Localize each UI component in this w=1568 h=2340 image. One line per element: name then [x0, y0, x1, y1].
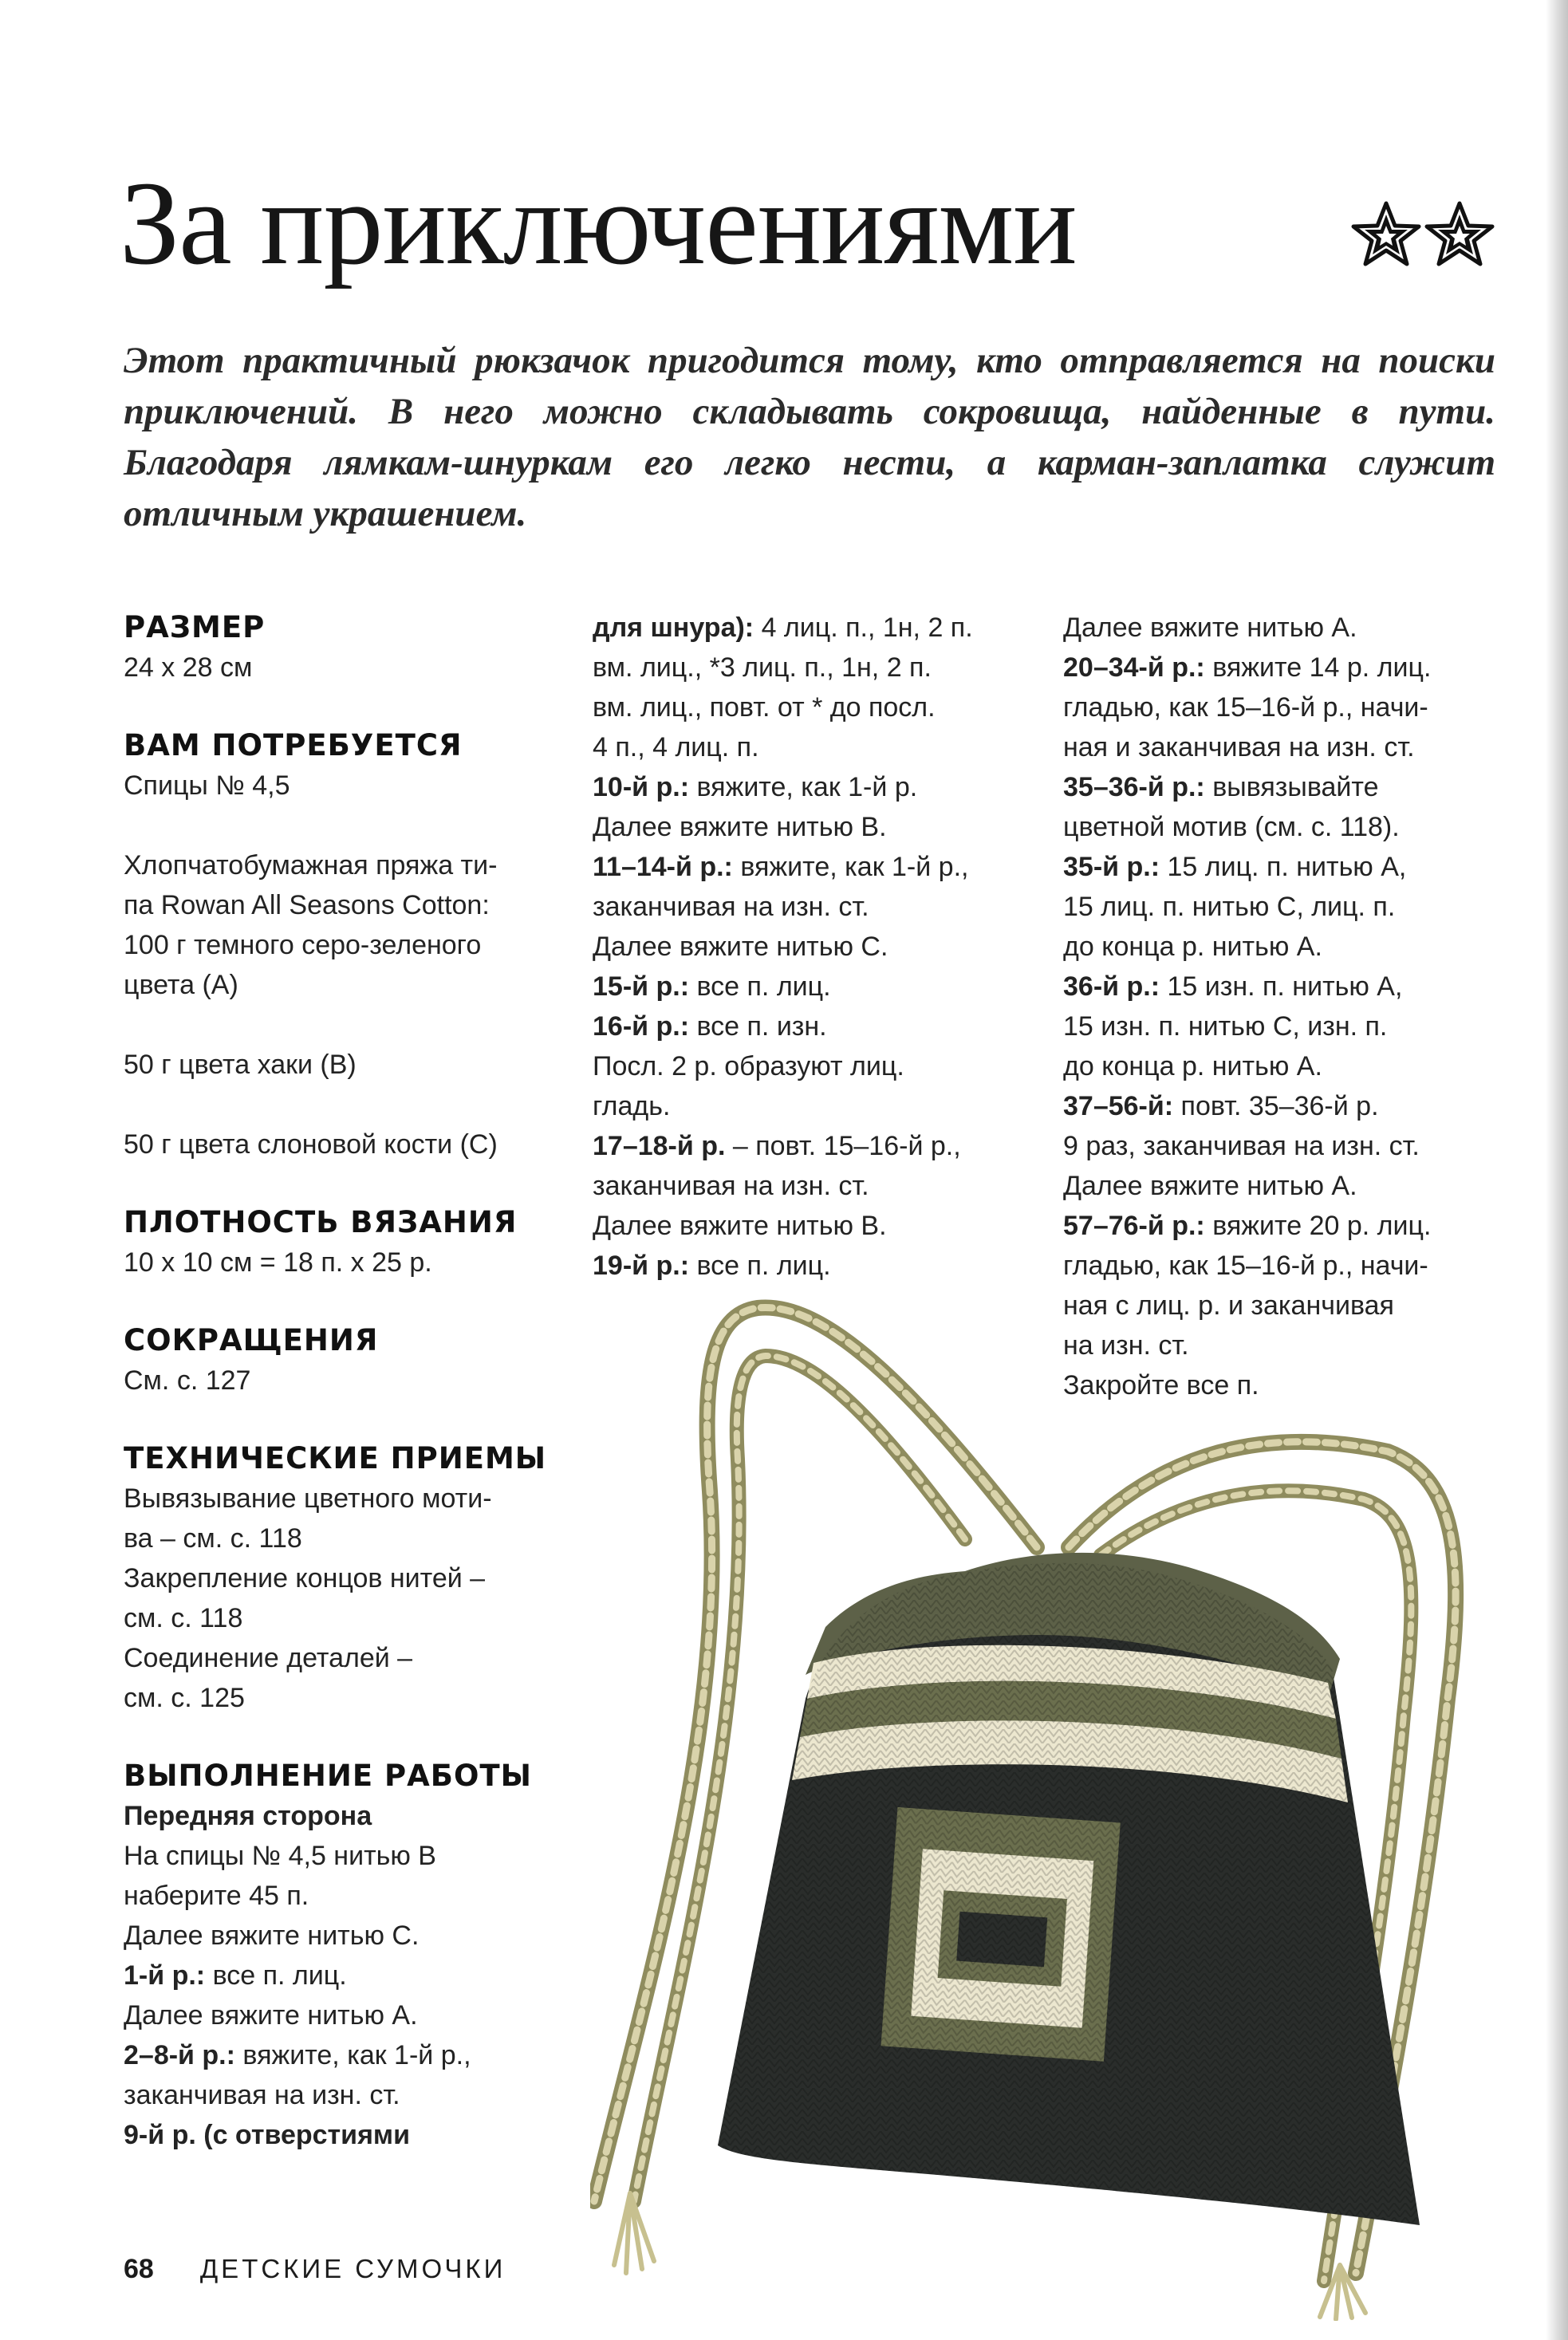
- gauge-section: [124, 1203, 570, 1282]
- instruction-text: цветной мотив (см. с. 118).: [1063, 812, 1400, 842]
- yarn-b-text: 50 г цвета хаки (B): [124, 1050, 357, 1080]
- row-label: 1-й р.:: [124, 1960, 206, 1991]
- instruction-line: [1063, 767, 1506, 807]
- instruction-text: 15 лиц. п. нитью A,: [1160, 852, 1407, 882]
- chapter-title: ДЕТСКИЕ СУМОЧКИ: [199, 2254, 506, 2283]
- instruction-text: Далее вяжите нитью A.: [124, 2000, 418, 2031]
- size-section: [124, 608, 570, 687]
- row-label: 37–56-й:: [1063, 1091, 1174, 1121]
- instruction-text: Далее вяжите нитью C.: [124, 1920, 420, 1951]
- instruction-line: [124, 2075, 570, 2115]
- instruction-line: [1063, 1166, 1506, 1206]
- instruction-text: Далее вяжите нитью C.: [593, 932, 888, 962]
- instruction-text: до конца р. нитью A.: [1063, 932, 1322, 962]
- instruction-text: до конца р. нитью A.: [1063, 1051, 1322, 1081]
- row-label: 19-й р.:: [593, 1251, 690, 1281]
- work-instructions: [124, 1836, 570, 2155]
- gauge-heading: ПЛОТНОСТЬ ВЯЗАНИЯ: [124, 1205, 518, 1239]
- instruction-text: повт. 35–36-й р.: [1173, 1091, 1379, 1121]
- instruction-line: [124, 1956, 570, 1995]
- instruction-line: [1063, 847, 1506, 887]
- row-label: 35–36-й р.:: [1063, 772, 1205, 802]
- instruction-text: вяжите, как 1-й р.: [689, 772, 918, 802]
- technique-line: Вывязывание цветного моти-: [124, 1483, 492, 1514]
- intro-paragraph: Этот практичный рюкзачок пригодится тому, кто отправляется на поиски приключений. В него можно складывать сокровища, найденные в пути. Благодаря лямкам-шнуркам его легко нести, а карман-заплатка служит отличным украшением.: [124, 340, 1495, 534]
- middle-column: [593, 608, 1035, 1286]
- techniques-heading: ТЕХНИЧЕСКИЕ ПРИЕМЫ: [124, 1441, 547, 1475]
- yarn-c-text: 50 г цвета слоновой кости (C): [124, 1129, 498, 1160]
- row-label: 16-й р.:: [593, 1011, 690, 1042]
- work-heading: ВЫПОЛНЕНИЕ РАБОТЫ: [124, 1759, 533, 1793]
- front-side-subheading: Передняя сторона: [124, 1801, 372, 1831]
- technique-line: см. с. 118: [124, 1603, 243, 1633]
- page-edge-shadow: [1546, 0, 1568, 2340]
- technique-line: Закрепление концов нитей –: [124, 1563, 486, 1593]
- technique-line: см. с. 125: [124, 1683, 245, 1713]
- yarn-line: Хлопчатобумажная пряжа ти-: [124, 850, 498, 880]
- instruction-line: [593, 1086, 1035, 1126]
- instruction-text: вывязывайте: [1204, 772, 1379, 802]
- star-icon-1: [1353, 203, 1419, 264]
- yarn-line: цвета (A): [124, 970, 238, 1000]
- row-label: 2–8-й р.:: [124, 2040, 235, 2070]
- instruction-line: [593, 927, 1035, 967]
- instruction-line: [1063, 687, 1506, 727]
- techniques-section: [124, 1439, 570, 1718]
- difficulty-stars-icon: [1348, 195, 1499, 275]
- instruction-text: вяжите 14 р. лиц.: [1204, 652, 1432, 683]
- instruction-text: все п. изн.: [689, 1011, 827, 1042]
- page-footer: [124, 2249, 506, 2289]
- instruction-text: вяжите, как 1-й р.,: [732, 852, 969, 882]
- instruction-text: заканчивая на изн. ст.: [593, 892, 869, 922]
- abbrev-section: [124, 1321, 570, 1400]
- instruction-text: – повт. 15–16-й р.,: [725, 1131, 961, 1161]
- row-label: 36-й р.:: [1063, 971, 1160, 1002]
- instruction-text: Далее вяжите нитью B.: [593, 812, 887, 842]
- instruction-line: [124, 1916, 570, 1956]
- row-label: 15-й р.:: [593, 971, 690, 1002]
- instruction-text: на изн. ст.: [1063, 1330, 1189, 1361]
- instruction-text: гладью, как 15–16-й р., начи-: [1063, 1251, 1428, 1281]
- row-label: 9-й р. (с отверстиями: [124, 2120, 410, 2150]
- instruction-line: [593, 807, 1035, 847]
- instruction-text: все п. лиц.: [205, 1960, 347, 1991]
- instruction-line: [1063, 1046, 1506, 1086]
- instruction-text: вм. лиц., *3 лиц. п., 1н, 2 п.: [593, 652, 932, 683]
- instruction-line: [1063, 1007, 1506, 1046]
- instruction-text: 15 изн. п. нитью C, изн. п.: [1063, 1011, 1388, 1042]
- cord-tassels: [614, 2193, 1365, 2319]
- row-label: 35-й р.:: [1063, 852, 1160, 882]
- instruction-line: [593, 608, 1035, 648]
- instruction-text: На спицы № 4,5 нитью B: [124, 1841, 436, 1871]
- instruction-line: [1063, 648, 1506, 687]
- yarn-line: 100 г темного серо-зеленого: [124, 930, 482, 960]
- instruction-text: заканчивая на изн. ст.: [124, 2080, 400, 2110]
- instruction-text: заканчивая на изн. ст.: [593, 1171, 869, 1201]
- instruction-line: [124, 2115, 570, 2155]
- instruction-line: [124, 1836, 570, 1876]
- materials-heading: ВАМ ПОТРЕБУЕТСЯ: [124, 728, 463, 762]
- instruction-line: [593, 648, 1035, 687]
- instruction-line: [124, 2035, 570, 2075]
- instruction-text: гладью, как 15–16-й р., начи-: [1063, 692, 1428, 723]
- abbrev-value: См. с. 127: [124, 1365, 251, 1396]
- instruction-line: [1063, 967, 1506, 1007]
- instruction-line: [593, 887, 1035, 927]
- instruction-line: [1063, 608, 1506, 648]
- row-label: 11–14-й р.:: [593, 852, 733, 882]
- abbrev-heading: СОКРАЩЕНИЯ: [124, 1323, 379, 1357]
- instruction-line: [1063, 1086, 1506, 1126]
- instruction-text: ная с лиц. р. и заканчивая: [1063, 1290, 1394, 1321]
- row-label: 20–34-й р.:: [1063, 652, 1205, 683]
- row-label: 10-й р.:: [593, 772, 690, 802]
- instruction-text: 4 п., 4 лиц. п.: [593, 732, 759, 762]
- page-number: 68: [124, 2254, 154, 2284]
- instruction-text: 9 раз, заканчивая на изн. ст.: [1063, 1131, 1420, 1161]
- star-icon-2: [1427, 203, 1492, 264]
- instruction-line: [124, 1995, 570, 2035]
- instruction-line: [1063, 1246, 1506, 1286]
- instruction-text: вм. лиц., повт. от * до посл.: [593, 692, 936, 723]
- needles-text: Спицы № 4,5: [124, 770, 290, 801]
- instruction-line: [593, 1126, 1035, 1166]
- instruction-text: гладь.: [593, 1091, 671, 1121]
- instruction-line: [593, 1246, 1035, 1286]
- materials-section: [124, 726, 570, 1164]
- technique-line: Соединение деталей –: [124, 1643, 413, 1673]
- instruction-text: вяжите, как 1-й р.,: [234, 2040, 471, 2070]
- size-value: 24 х 28 см: [124, 652, 253, 683]
- technique-line: ва – см. с. 118: [124, 1523, 302, 1554]
- instruction-line: [593, 1046, 1035, 1086]
- instruction-text: Закройте все п.: [1063, 1370, 1259, 1400]
- instruction-line: [593, 1166, 1035, 1206]
- row-label: 57–76-й р.:: [1063, 1211, 1205, 1241]
- instruction-line: [593, 1206, 1035, 1246]
- instruction-line: [593, 687, 1035, 727]
- row-label: 17–18-й р.: [593, 1131, 726, 1161]
- instruction-text: 15 лиц. п. нитью C, лиц. п.: [1063, 892, 1396, 922]
- instruction-text: Далее вяжите нитью A.: [1063, 1171, 1357, 1201]
- instruction-line: [593, 767, 1035, 807]
- instruction-line: [1063, 1126, 1506, 1166]
- instruction-line: [124, 1876, 570, 1916]
- instruction-text: все п. лиц.: [689, 1251, 831, 1281]
- gauge-value: 10 х 10 см = 18 п. х 25 р.: [124, 1247, 432, 1278]
- backpack-photo: [590, 1284, 1523, 2321]
- row-label: для шнура):: [593, 613, 754, 643]
- work-section: [124, 1756, 570, 2155]
- instruction-line: [593, 727, 1035, 767]
- yarn-line: па Rowan All Seasons Cotton:: [124, 890, 490, 920]
- instruction-text: Далее вяжите нитью A.: [1063, 613, 1357, 643]
- instruction-text: Посл. 2 р. образуют лиц.: [593, 1051, 904, 1081]
- instruction-line: [1063, 727, 1506, 767]
- pocket-patch: [881, 1807, 1121, 2062]
- instruction-text: 15 изн. п. нитью A,: [1160, 971, 1403, 1002]
- instruction-line: [1063, 927, 1506, 967]
- instruction-line: [593, 847, 1035, 887]
- instruction-text: ная и заканчивая на изн. ст.: [1063, 732, 1415, 762]
- instruction-line: [593, 1007, 1035, 1046]
- instruction-text: все п. лиц.: [689, 971, 831, 1002]
- instruction-line: [593, 967, 1035, 1007]
- instruction-text: вяжите 20 р. лиц.: [1204, 1211, 1432, 1241]
- size-heading: РАЗМЕР: [124, 610, 266, 644]
- instruction-line: [1063, 887, 1506, 927]
- instruction-text: наберите 45 п.: [124, 1881, 309, 1911]
- instruction-line: [1063, 807, 1506, 847]
- instruction-text: Далее вяжите нитью B.: [593, 1211, 887, 1241]
- left-column: [124, 608, 570, 2193]
- instruction-text: 4 лиц. п., 1н, 2 п.: [754, 613, 973, 643]
- page-title: За приключениями: [120, 157, 1077, 290]
- instruction-line: [1063, 1206, 1506, 1246]
